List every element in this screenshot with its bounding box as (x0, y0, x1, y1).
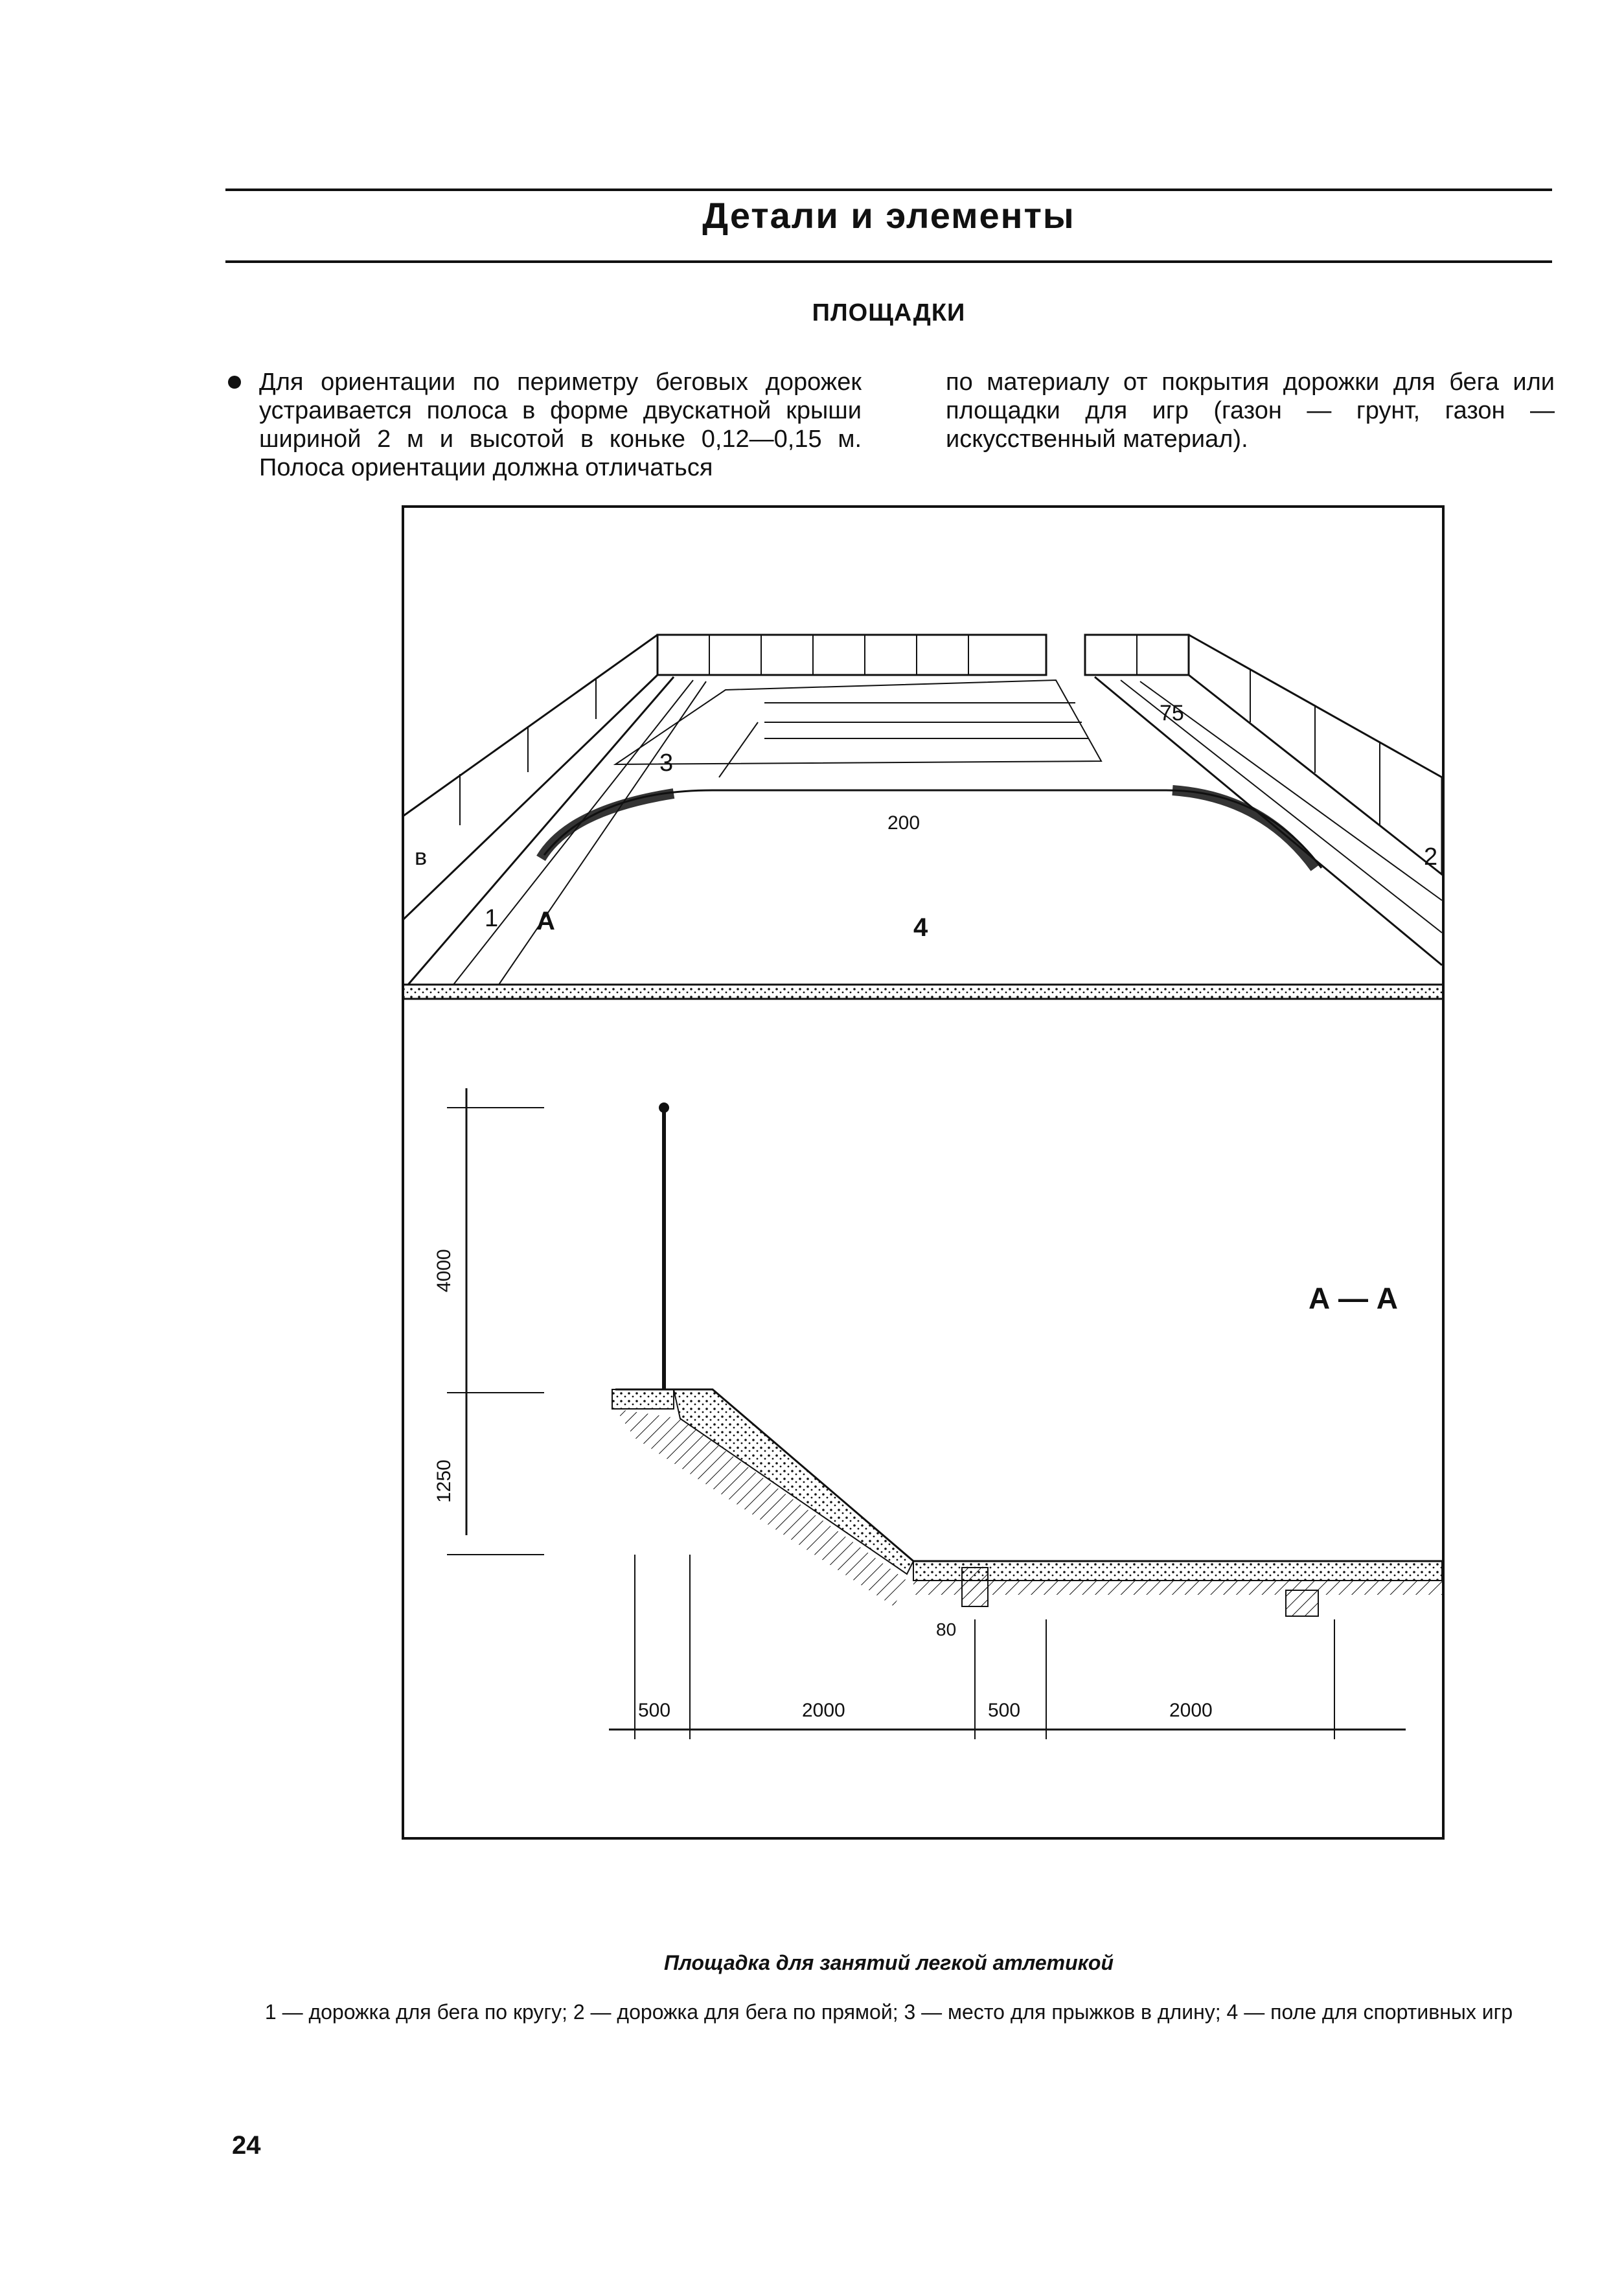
plan-label-v: в (415, 843, 428, 870)
section-title: ПЛОЩАДКИ (812, 299, 966, 326)
figure-frame (403, 507, 1443, 1838)
section-view (433, 1088, 1442, 1739)
figure-athletics-ground (402, 505, 1445, 1840)
dim-500-a: 500 (638, 1700, 671, 1721)
plan-label-4: 4 (913, 913, 928, 942)
dim-1250: 1250 (433, 1459, 455, 1503)
dim-2000-b: 2000 (1169, 1700, 1213, 1721)
bullet-icon (228, 376, 241, 389)
plan-label-1: 1 (485, 905, 499, 932)
dim-500-b: 500 (988, 1700, 1021, 1721)
header-rule-bottom (225, 260, 1552, 263)
plan-label-A: А (536, 907, 555, 935)
header-rule-top (225, 188, 1552, 191)
section-label: А — А (1309, 1281, 1398, 1315)
figure-caption-text: 1 — дорожка для бега по кругу; 2 — дорожка для бега по прямой; 3 — место для прыжков в длину; 4 — поле для спортивных игр (264, 2000, 1513, 2024)
dim-80: 80 (936, 1619, 957, 1639)
dim-4000: 4000 (433, 1249, 455, 1292)
plan-dim-75: 75 (1160, 701, 1184, 725)
figure-caption-title: Площадка для занятий легкой атлетикой (664, 1951, 1114, 1974)
plan-label-3: 3 (659, 749, 674, 777)
dim-2000-a: 2000 (802, 1700, 845, 1721)
body-paragraph-right: по материалу от покрытия дорожки для бега или площадки для игр (газон — грунт, газон — искусственный материал). (946, 369, 1555, 453)
plan-view (403, 635, 1443, 999)
body-paragraph-left: Для ориентации по периметру беговых дорожек устраивается полоса в форме двускатной крыши шириной 2 м и высотой в коньке 0,12—0,15 м. Полоса ориентации должна отличаться (259, 369, 862, 481)
page-title: Детали и элементы (702, 195, 1075, 236)
plan-label-2: 2 (1424, 843, 1438, 871)
page-number: 24 (232, 2131, 261, 2160)
plan-dim-200: 200 (887, 812, 921, 834)
